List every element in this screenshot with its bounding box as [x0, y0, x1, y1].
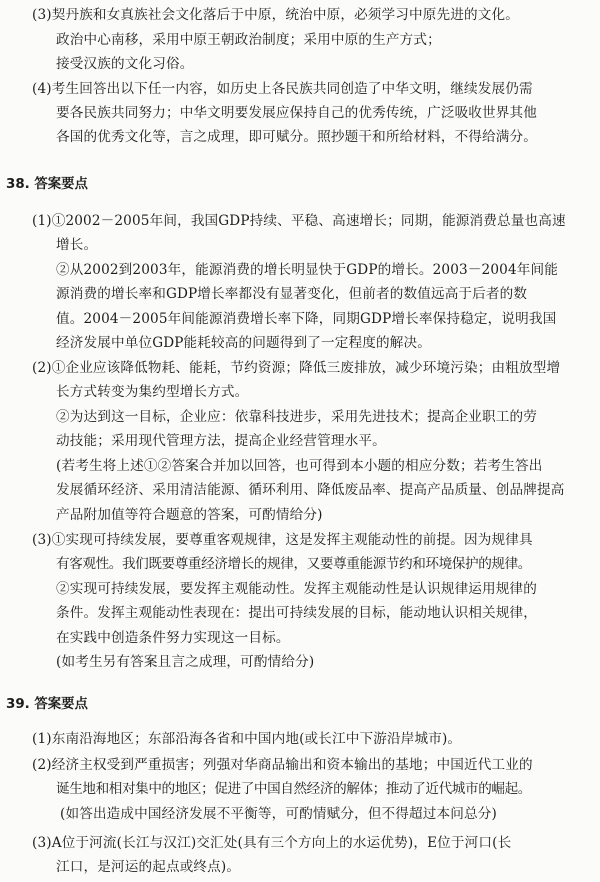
text-line: 值。2004－2005年间能源消费增长率下降，同期GDP增长率保持稳定，说明我国: [56, 311, 557, 327]
text-line: 动技能；采用现代管理方法，提高企业经营管理水平。: [56, 433, 386, 449]
text-line: (如考生另有答案且言之成理，可酌情给分): [56, 654, 315, 670]
text-line: (1)①2002－2005年间，我国GDP持续、平稳、高速增长；同期，能源消费总量也高速: [32, 213, 566, 229]
text-line: 长方式转变为集约型增长方式。: [56, 384, 249, 400]
text-line: ②从2002到2003年，能源消费的增长明显快于GDP的增长。2003－2004年间能: [56, 262, 558, 278]
text-line: 江口，是河运的起点或终点)。: [56, 859, 241, 875]
text-line: 源消费的增长率和GDP增长率都没有显著变化，但前者的数值远高于后者的数: [56, 286, 528, 302]
text-line: (2)经济主权受到严重损害；列强对华商品输出和资本输出的基地；中国近代工业的: [32, 757, 533, 773]
text-line: (4)考生回答出以下任一内容，如历史上各民族共同创造了中华文明，继续发展仍需: [32, 81, 533, 97]
text-line: 各国的优秀文化等，言之成理，即可赋分。照抄题干和所给材料，不得给满分。: [56, 129, 538, 145]
text-line: 有客观性。我们既要尊重经济增长的规律，又要尊重能源节约和环境保护的规律。: [56, 556, 531, 572]
text-line: 产品附加值等符合题意的答案，可酌情给分): [56, 507, 323, 523]
text-line: (1)东南沿海地区；东部沿海各省和中国内地(或长江中下游沿岸城市)。: [32, 731, 462, 747]
text-line: 增长。: [56, 237, 98, 253]
text-line: 发展循环经济、采用清洁能源、循环利用、降低废品率、提高产品质量、创品牌提高: [56, 482, 565, 498]
text-line: (3)①实现可持续发展，要尊重客观规律，这是发挥主观能动性的前提。因为规律具: [32, 532, 533, 548]
text-line: ②实现可持续发展，要发挥主观能动性。发挥主观能动性是认识规律运用规律的: [56, 581, 538, 597]
text-line: 要各民族共同努力；中华文明要发展应保持自己的优秀传统，广泛吸收世界其他: [56, 105, 538, 121]
text-line: 接受汉族的文化习俗。: [56, 56, 194, 72]
text-line: (若考生将上述①②答案合并加以回答，也可得到本小题的相应分数；若考生答出: [56, 458, 543, 474]
question-38-heading: 38. 答案要点: [6, 177, 88, 192]
text-line: 政治中心南移，采用中原王朝政治制度；采用中原的生产方式；: [56, 32, 441, 48]
question-39-heading: 39. 答案要点: [6, 697, 88, 712]
text-line: ②为达到这一目标，企业应：依靠科技进步，采用先进技术；提高企业职工的劳: [56, 409, 538, 425]
text-line: 经济发展中单位GDP能耗较高的问题得到了一定程度的解决。: [56, 335, 431, 351]
text-line: 条件。发挥主观能动性表现在：提出可持续发展的目标，能动地认识相关规律，: [56, 605, 538, 621]
text-line: (3)A位于河流(长江与汉江)交汇处(具有三个方向上的水运优势)，E位于河口(长: [32, 835, 512, 851]
text-line: 诞生地和相对集中的地区；促进了中国自然经济的解体；推动了近代城市的崛起。: [56, 781, 531, 797]
text-line: (2)①企业应该降低物耗、能耗，节约资源；降低三废排放，减少环境污染；由粗放型增: [32, 360, 561, 376]
text-line: 在实践中创造条件努力实现这一目标。: [56, 630, 290, 646]
text-line: (如答出造成中国经济发展不平衡等，可酌情赋分，但不得超过本问总分): [60, 806, 497, 822]
text-line: (3)契丹族和女真族社会文化落后于中原，统治中原，必须学习中原先进的文化。: [32, 7, 519, 23]
